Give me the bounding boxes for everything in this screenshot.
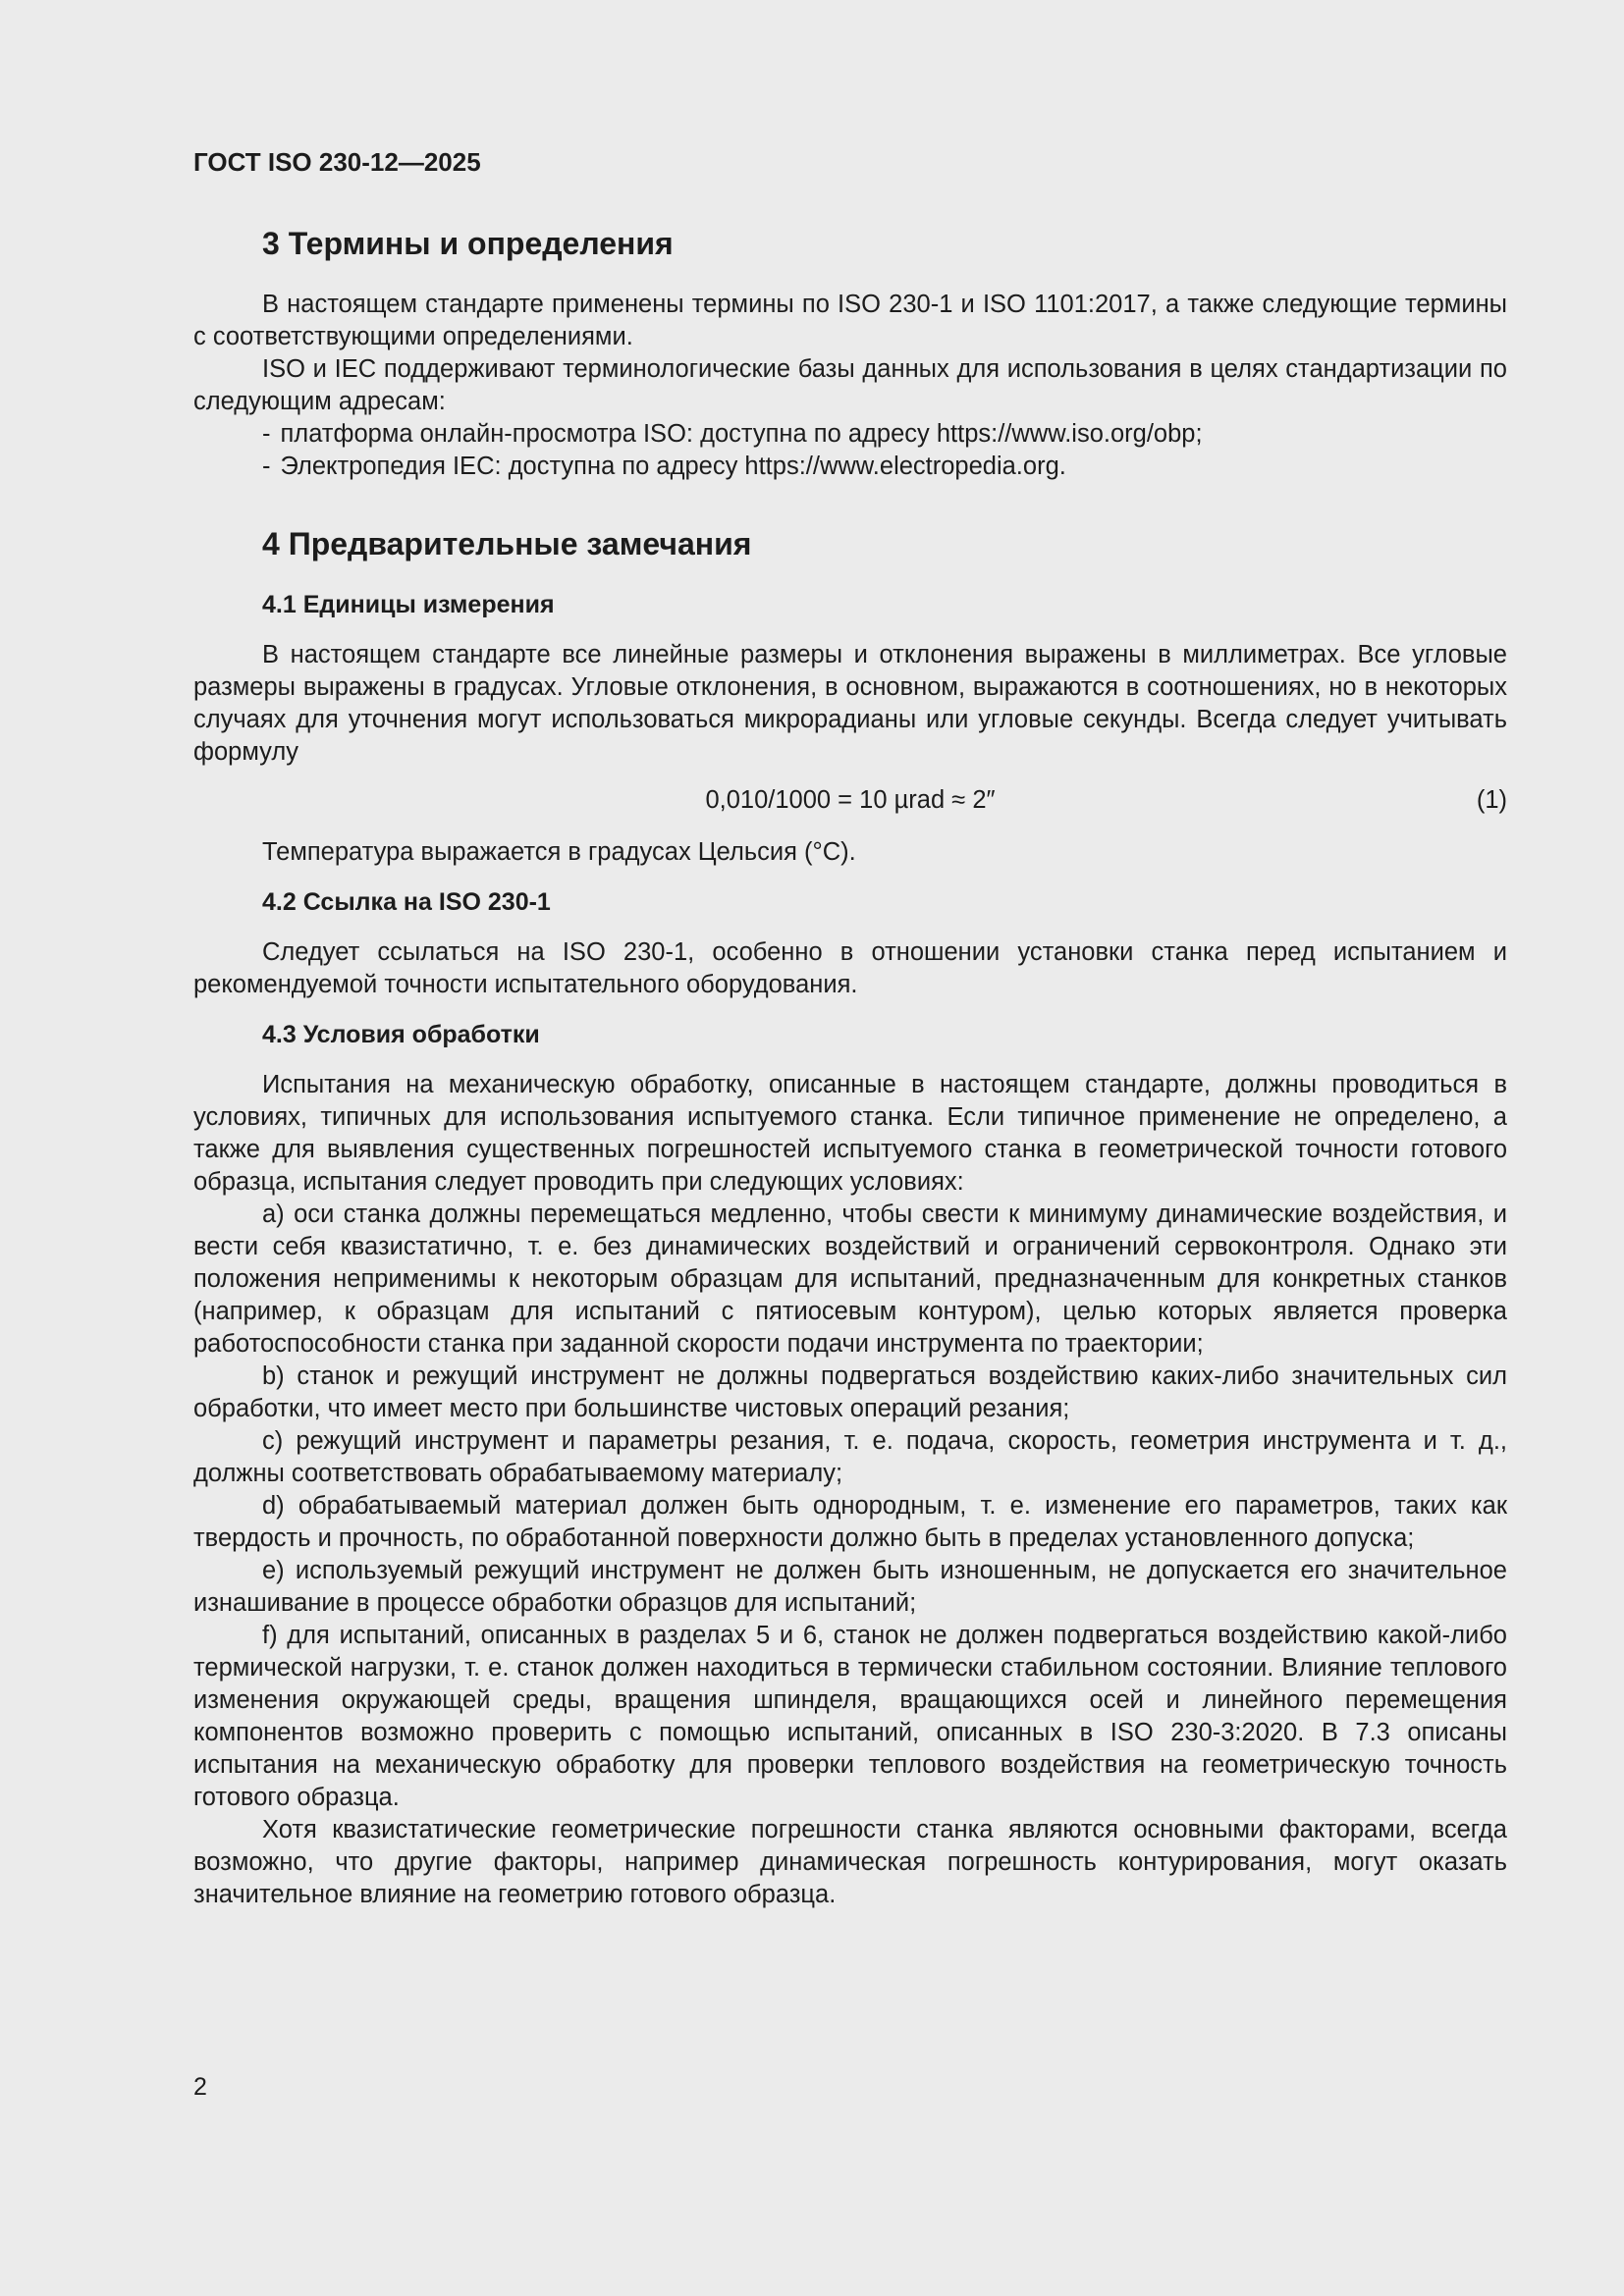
section-3-paragraph-1: В настоящем стандарте применены термины по ISO 230-1 и ISO 1101:2017, а также следующие термины с соответствующими определениями.: [193, 291, 1507, 350]
subsection-4-2-paragraph: Следует ссылаться на ISO 230-1, особенно в отношении установки станка перед испытанием и рекомендуемой точности испытательного оборудования.: [193, 938, 1507, 998]
list-dash: -: [262, 453, 271, 480]
section-4-heading: 4 Предварительные замечания: [262, 526, 752, 561]
formula: 0,010/1000 = 10 µrad ≈ 2″: [705, 786, 996, 814]
document-page: [193, 145, 1507, 1911]
condition-item-a: a) оси станка должны перемещаться медленно, чтобы свести к минимуму динамические воздействия, и вести себя квазистатично, т. е. без динамических воздействий и ограничений сервоконтроля. Однако эти положения неприменимы к некоторым образцам для испытаний, предназначенным для конкретных станков (например, к образцам для испытаний с пятиосевым контуром), целью которых является проверка работоспособности станка при заданной скорости подачи инструмента по траектории;: [193, 1201, 1507, 1358]
section-3-heading: 3 Термины и определения: [262, 226, 674, 261]
subsection-4-3-paragraph: Испытания на механическую обработку, описанные в настоящем стандарте, должны проводиться в условиях, типичных для использования испытуемого станка. Если типичное применение не определено, а также для выявления существенных погрешностей испытуемого станка в геометрической точности готового образца, испытания следует проводить при следующих условиях:: [193, 1071, 1507, 1196]
list-item-text: платформа онлайн-просмотра ISO: доступна по адресу https://www.iso.org/obp;: [280, 420, 1203, 448]
document-code-header: ГОСТ ISO 230-12—2025: [193, 147, 481, 177]
formula-row: [193, 784, 1507, 817]
subsection-4-3-heading: 4.3 Условия обработки: [262, 1021, 540, 1048]
closing-paragraph: Хотя квазистатические геометрические погрешности станка являются основными факторами, всегда возможно, что другие факторы, например динамическая погрешность контурирования, могут оказать значительное влияние на геометрию готового образца.: [193, 1816, 1507, 1908]
list-dash: -: [262, 420, 271, 448]
subsection-4-1-paragraph: В настоящем стандарте все линейные размеры и отклонения выражены в миллиметрах. Все угловые размеры выражены в градусах. Угловые отклонения, в основном, выражаются в соотношениях, но в некоторых случаях для уточнения могут использоваться микрорадианы или угловые секунды. Всегда следует учитывать формулу: [193, 641, 1507, 766]
subsection-4-2-heading: 4.2 Ссылка на ISO 230-1: [262, 888, 551, 916]
section-3-paragraph-2: ISO и IEC поддерживают терминологические базы данных для использования в целях стандартизации по следующим адресам:: [193, 355, 1507, 415]
list-item: [193, 418, 1507, 451]
formula-number: (1): [1476, 786, 1507, 814]
condition-item-c: c) режущий инструмент и параметры резания, т. е. подача, скорость, геометрия инструмента и т. д., должны соответствовать обрабатываемому материалу;: [193, 1427, 1507, 1487]
temperature-paragraph: Температура выражается в градусах Цельсия (°С).: [262, 838, 856, 866]
condition-item-b: b) станок и режущий инструмент не должны подвергаться воздействию каких-либо значительных сил обработки, что имеет место при большинстве чистовых операций резания;: [193, 1362, 1507, 1422]
condition-item-e: e) используемый режущий инструмент не должен быть изношенным, не допускается его значительное изнашивание в процессе обработки образцов для испытаний;: [193, 1557, 1507, 1617]
condition-item-d: d) обрабатываемый материал должен быть однородным, т. е. изменение его параметров, таких как твердость и прочность, по обработанной поверхности должно быть в пределах установленного допуска;: [193, 1492, 1507, 1552]
page-number: 2: [193, 2073, 207, 2101]
list-item: [193, 451, 1507, 483]
list-item-text: Электропедия IEC: доступна по адресу https://www.electropedia.org.: [280, 453, 1066, 480]
subsection-4-1-heading: 4.1 Единицы измерения: [262, 591, 555, 618]
condition-item-f: f) для испытаний, описанных в разделах 5 и 6, станок не должен подвергаться воздействию какой-либо термической нагрузки, т. е. станок должен находиться в термически стабильном состоянии. Влияние теплового изменения окружающей среды, вращения шпинделя, вращающихся осей и линейного перемещения компонентов возможно проверить с помощью испытаний, описанных в ISO 230-3:2020. В 7.3 описаны испытания на механическую обработку для проверки теплового воздействия на геометрическую точность готового образца.: [193, 1622, 1507, 1811]
